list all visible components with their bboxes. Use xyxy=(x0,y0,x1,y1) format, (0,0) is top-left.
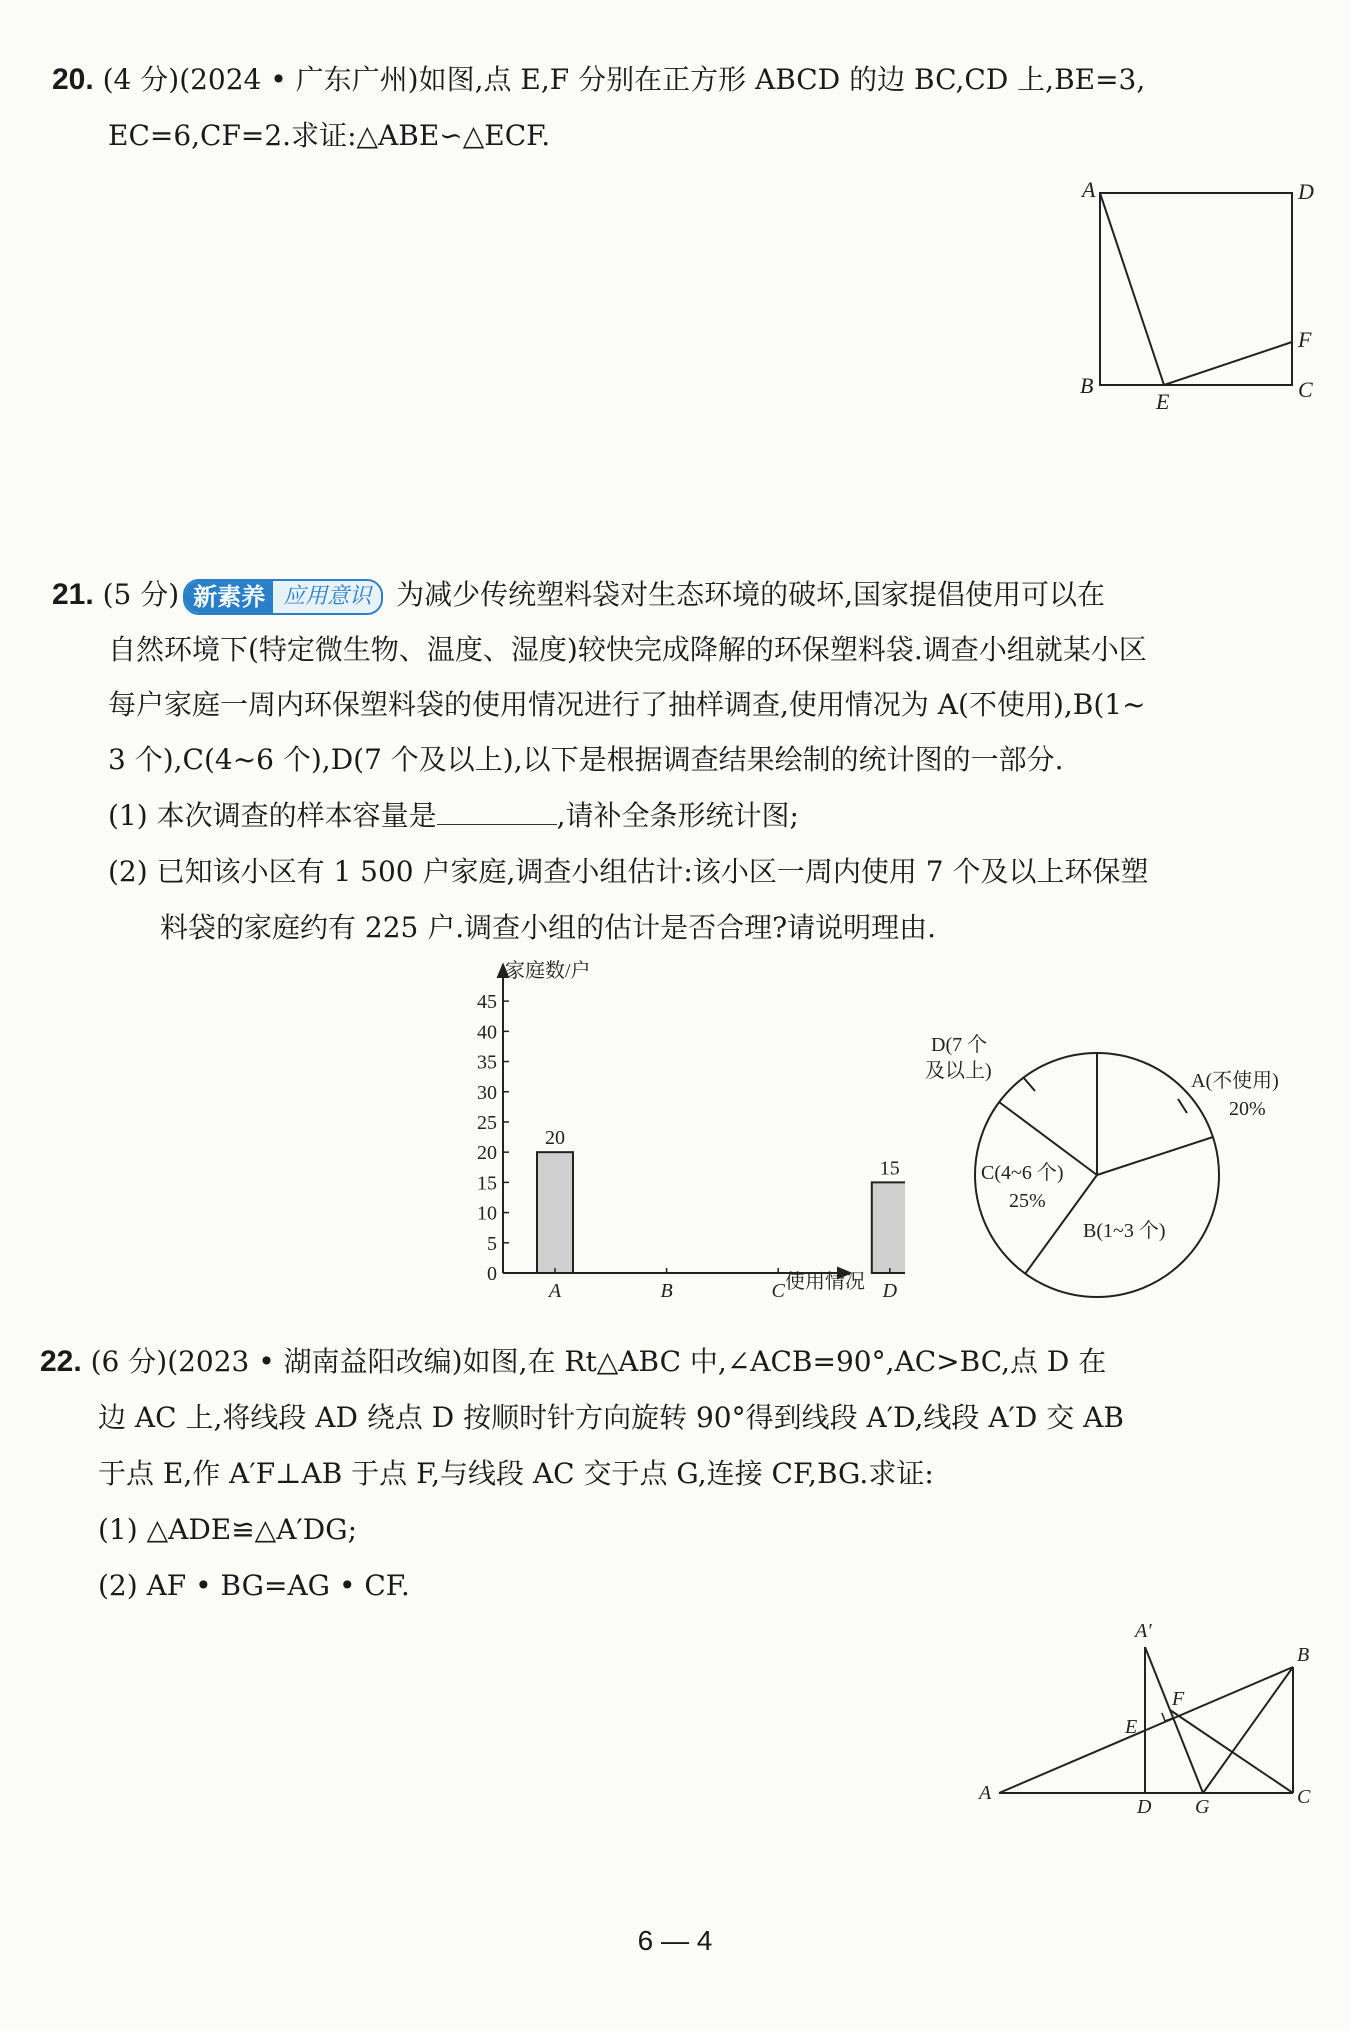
q20-figure-square xyxy=(1070,175,1330,415)
q21-line2: 自然环境下(特定微生物、温度、湿度)较快完成降解的环保塑料袋.调查小组就某小区 xyxy=(108,633,1147,666)
q22-number: 22. xyxy=(40,1345,82,1378)
answer-blank[interactable] xyxy=(437,798,557,825)
tag-main: 新素养 xyxy=(185,581,273,613)
q22-sub1: (1) △ADE≌△A′DG; xyxy=(98,1513,358,1546)
q21-text-1: 为减少传统塑料袋对生态环境的破坏,国家提倡使用可以在 xyxy=(396,578,1106,611)
square-abcd xyxy=(1100,193,1292,385)
bar-xlabel: 使用情况 xyxy=(785,1271,865,1293)
q20-number: 20. xyxy=(52,63,94,96)
label-f: F xyxy=(1298,327,1312,352)
y-tick-label: 30 xyxy=(477,1081,497,1104)
segment-ef xyxy=(1164,342,1292,385)
q21-sub1 xyxy=(108,796,799,836)
label-e: E xyxy=(1125,1716,1138,1738)
q20-line2: EC=6,CF=2.求证:△ABE∽△ECF. xyxy=(108,119,551,152)
q21-sub1-b: ,请补全条形统计图; xyxy=(556,799,799,832)
q22-line2: 边 AC 上,将线段 AD 绕点 D 按顺时针方向旋转 90°得到线段 A′D,线段 A′D 交 AB xyxy=(98,1401,1124,1434)
y-tick-label: 40 xyxy=(477,1021,497,1044)
y-tick-label: 45 xyxy=(477,991,497,1014)
y-tick-label: 20 xyxy=(477,1142,497,1165)
bar-data-label: 20 xyxy=(545,1127,565,1150)
x-tick-label: D xyxy=(882,1280,898,1302)
bar-chart xyxy=(445,955,905,1305)
q21-line1 xyxy=(52,575,1105,615)
label-d: D xyxy=(1298,179,1314,204)
label-a: A xyxy=(979,1782,992,1804)
label-c: C xyxy=(1297,1786,1311,1808)
new-literacy-tag xyxy=(183,579,383,615)
pie-pct-c: 25% xyxy=(1009,1190,1046,1212)
page-number: 6 — 4 xyxy=(637,1925,713,1956)
q22-figure-triangle xyxy=(975,1615,1320,1815)
pie-label-b: B(1~3 个) xyxy=(1083,1220,1166,1242)
x-tick-label: B xyxy=(660,1280,673,1302)
label-b: B xyxy=(1297,1644,1310,1666)
segment-ae xyxy=(1100,193,1164,385)
bar-D xyxy=(872,1182,905,1273)
d-leader-line xyxy=(1023,1077,1035,1091)
label-g: G xyxy=(1195,1796,1210,1815)
segment-a2g xyxy=(1145,1647,1203,1793)
y-tick-label: 0 xyxy=(487,1263,497,1285)
q21-line3: 每户家庭一周内环保塑料袋的使用情况进行了抽样调查,使用情况为 A(不使用),B(1~ xyxy=(108,688,1146,721)
label-e: E xyxy=(1156,389,1170,414)
q20-line1 xyxy=(52,60,1145,100)
bar-A xyxy=(537,1152,573,1273)
q22-sub2: (2) AF • BG=AG • CF. xyxy=(98,1569,410,1602)
label-c: C xyxy=(1298,377,1313,402)
label-d: D xyxy=(1137,1796,1152,1815)
q22-line3: 于点 E,作 A′F⊥AB 于点 F,与线段 AC 交于点 G,连接 CF,BG.求证: xyxy=(98,1457,934,1490)
label-b: B xyxy=(1080,373,1094,398)
tag-sub: 应用意识 xyxy=(273,581,381,613)
q20-text-1: (4 分)(2024 • 广东广州)如图,点 E,F 分别在正方形 ABCD 的边 BC,CD 上,BE=3, xyxy=(102,63,1146,96)
label-f: F xyxy=(1172,1688,1185,1710)
bar-ylabel: 家庭数/户 xyxy=(505,960,591,982)
label-a-prime: A′ xyxy=(1135,1620,1152,1642)
y-tick-label: 10 xyxy=(477,1202,497,1225)
y-tick-label: 15 xyxy=(477,1172,497,1195)
q21-line4: 3 个),C(4~6 个),D(7 个及以上),以下是根据调查结果绘制的统计图的一部分. xyxy=(108,743,1064,776)
q22-text-1: (6 分)(2023 • 湖南益阳改编)如图,在 Rt△ABC 中,∠ACB=90°,AC>BC,点 D 在 xyxy=(90,1345,1107,1378)
pie-chart xyxy=(915,1015,1335,1325)
q21-score: (5 分) xyxy=(102,578,180,611)
y-tick-label: 5 xyxy=(487,1232,497,1255)
bar-data-label: 15 xyxy=(879,1157,900,1180)
q21-number: 21. xyxy=(52,578,94,611)
q21-sub2-line2: 料袋的家庭约有 225 户.调查小组的估计是否合理?请说明理由. xyxy=(160,911,937,944)
pie-label-d-1: D(7 个 xyxy=(931,1034,988,1056)
pie-divider-2 xyxy=(1097,1137,1213,1175)
q21-sub1-a: (1) 本次调查的样本容量是 xyxy=(108,799,437,832)
pie-pct-a: 20% xyxy=(1229,1098,1266,1120)
pie-label-a: A(不使用) xyxy=(1191,1070,1279,1092)
pie-label-c: C(4~6 个) xyxy=(981,1162,1064,1184)
q21-sub2-line1: (2) 已知该小区有 1 500 户家庭,调查小组估计:该小区一周内使用 7 个及以上环保塑 xyxy=(108,855,1149,888)
a-leader-line xyxy=(1178,1099,1187,1113)
y-tick-label: 25 xyxy=(477,1111,497,1134)
label-a: A xyxy=(1082,177,1096,202)
x-tick-label: C xyxy=(771,1280,785,1302)
q22-line1 xyxy=(40,1342,1106,1382)
pie-label-d-2: 及以上) xyxy=(925,1060,992,1082)
y-tick-label: 35 xyxy=(477,1051,497,1074)
x-tick-label: A xyxy=(548,1280,562,1302)
